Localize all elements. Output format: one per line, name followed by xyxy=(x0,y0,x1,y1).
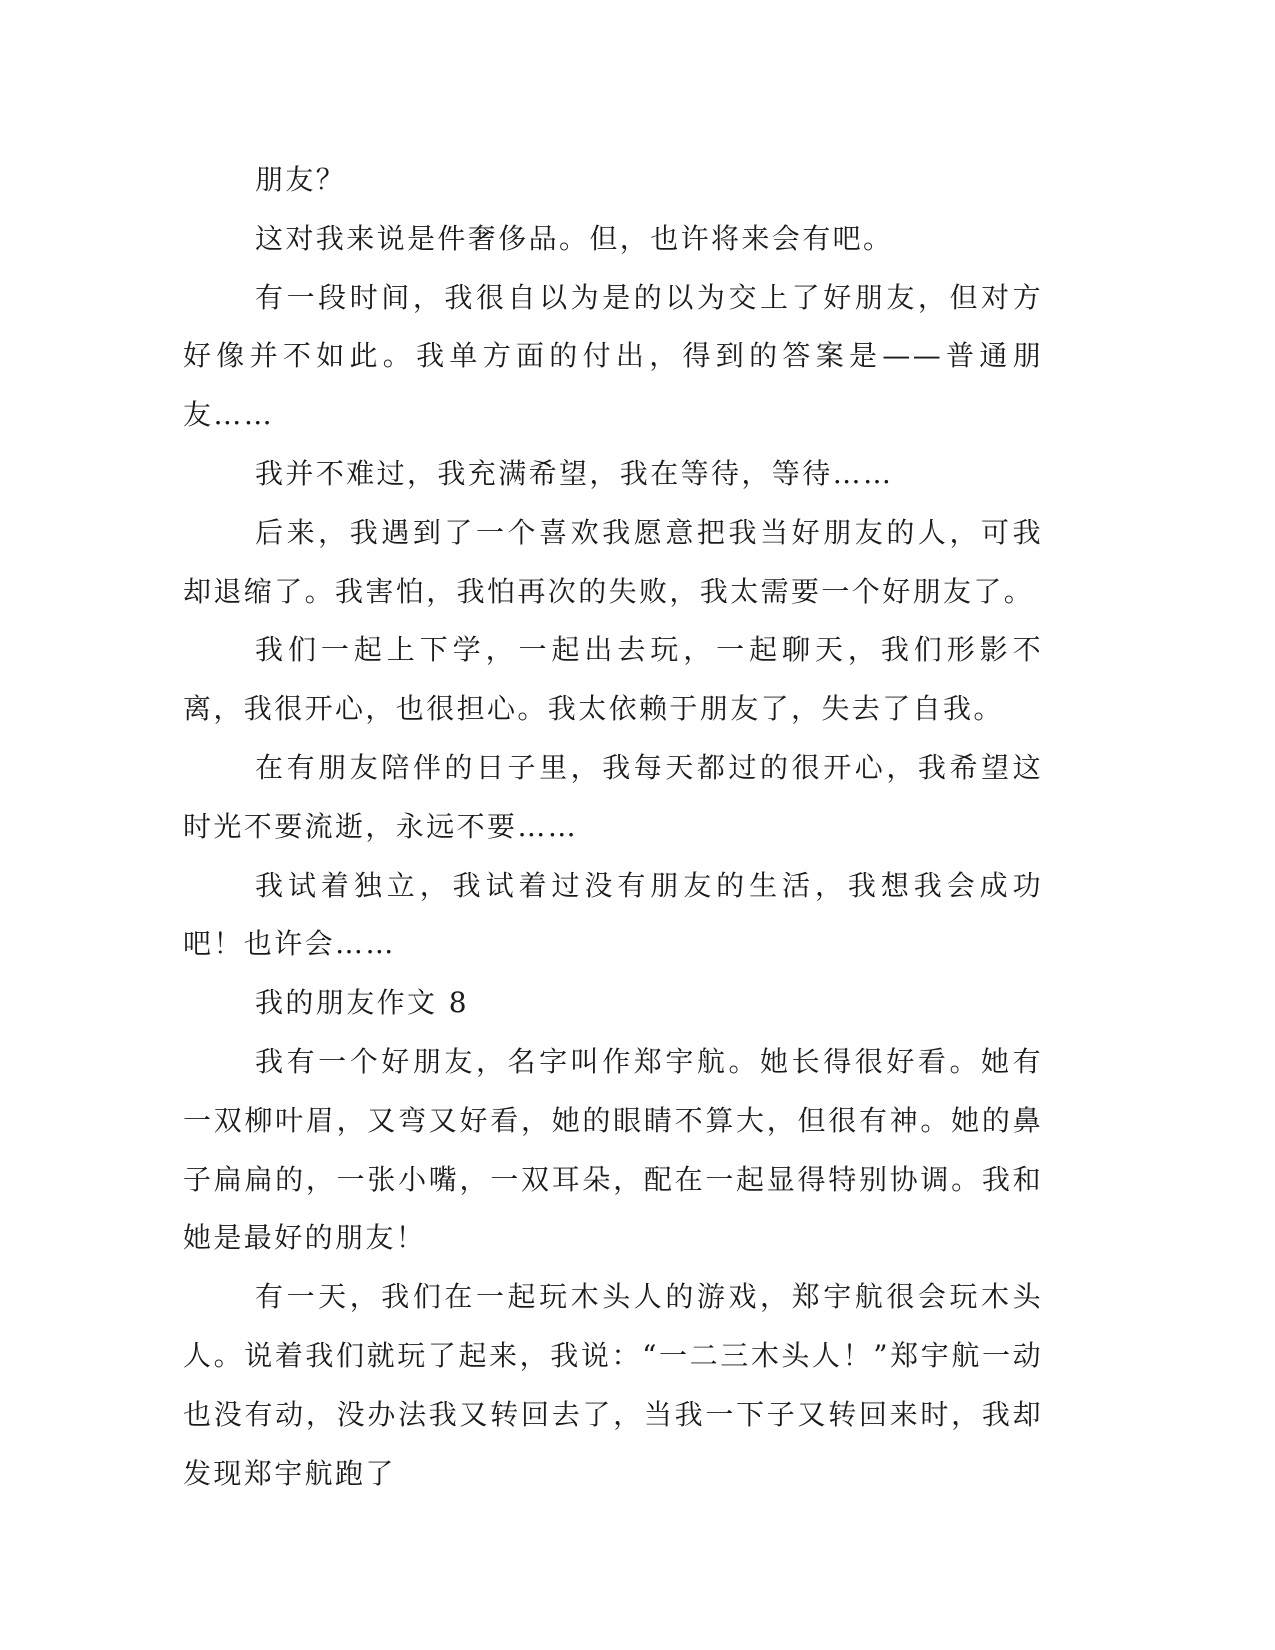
paragraph: 我们一起上下学，一起出去玩，一起聊天，我们形影不离，我很开心，也很担心。我太依赖于朋友了，失去了自我。 xyxy=(183,633,1043,726)
paragraph: 有一段时间，我很自以为是的以为交上了好朋友，但对方好像并不如此。我单方面的付出，得到的答案是——普通朋友…… xyxy=(183,280,1043,432)
paragraph: 我试着独立，我试着过没有朋友的生活，我想我会成功吧！也许会…… xyxy=(183,868,1043,961)
paragraph: 朋友？ xyxy=(255,163,347,196)
paragraph: 后来，我遇到了一个喜欢我愿意把我当好朋友的人，可我却退缩了。我害怕，我怕再次的失败，我太需要一个好朋友了。 xyxy=(183,515,1043,608)
paragraph: 我有一个好朋友，名字叫作郑宇航。她长得很好看。她有一双柳叶眉，又弯又好看，她的眼睛不算大，但很有神。她的鼻子扁扁的，一张小嘴，一双耳朵，配在一起显得特别协调。我和她是最好的朋友！ xyxy=(183,1044,1043,1255)
essay-body xyxy=(183,151,1043,1503)
paragraph: 有一天，我们在一起玩木头人的游戏，郑宇航很会玩木头人。说着我们就玩了起来，我说：“一二三木头人！”郑宇航一动也没有动，没办法我又转回去了，当我一下子又转回来时，我却发现郑宇航跑了 xyxy=(183,1280,1043,1490)
paragraph: 这对我来说是件奢侈品。但，也许将来会有吧。 xyxy=(255,221,894,255)
paragraph: 我并不难过，我充满希望，我在等待，等待…… xyxy=(255,456,894,490)
paragraph: 在有朋友陪伴的日子里，我每天都过的很开心，我希望这时光不要流逝，永远不要…… xyxy=(183,750,1043,843)
section-title: 我的朋友作文 8 xyxy=(255,986,469,1020)
